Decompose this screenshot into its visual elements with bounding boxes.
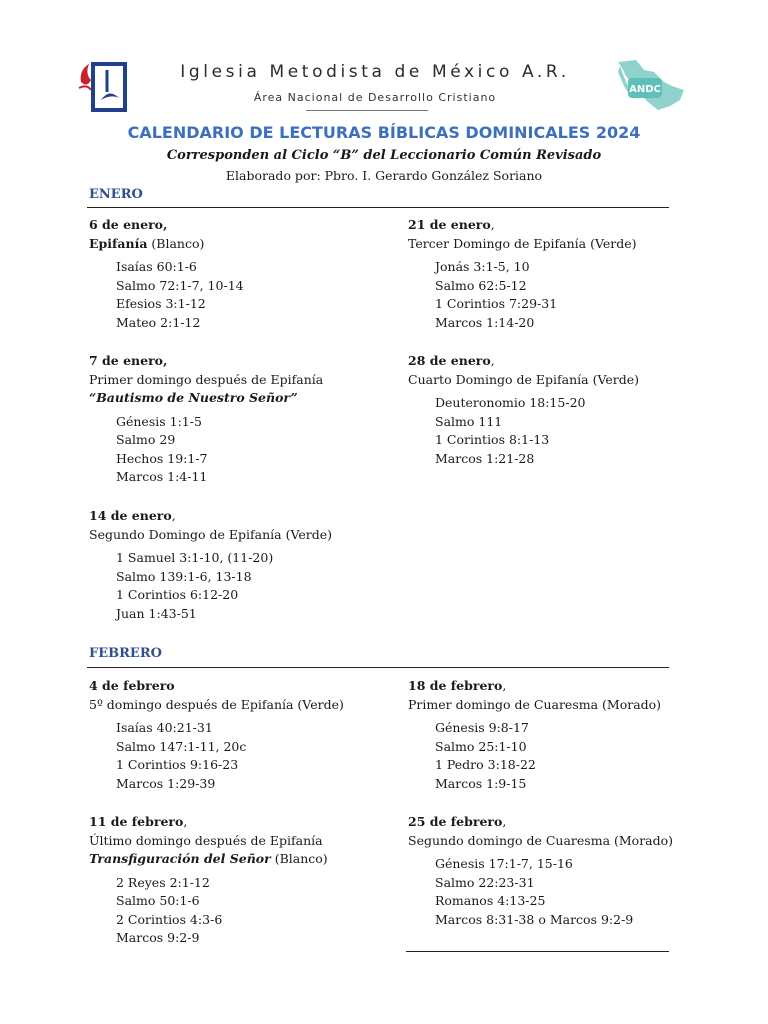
entry-date: 6 de enero, bbox=[89, 217, 168, 232]
sunday-entry-feb-4 bbox=[89, 677, 369, 793]
readings-list bbox=[89, 258, 369, 332]
reading-item: Isaías 40:21-31 bbox=[116, 720, 213, 735]
reading-item: Hechos 19:1-7 bbox=[116, 450, 208, 466]
entry-description: 5º domingo después de Epifanía (Verde) bbox=[89, 696, 344, 712]
readings-list bbox=[89, 874, 369, 948]
reading-item: 2 Reyes 2:1-12 bbox=[116, 874, 210, 890]
readings-list bbox=[408, 719, 688, 793]
entry-description: Último domingo después de Epifanía bbox=[89, 832, 323, 848]
reading-item: Génesis 9:8-17 bbox=[435, 720, 529, 735]
methodist-church-logo-icon bbox=[77, 58, 129, 114]
entry-date: 11 de febrero, bbox=[89, 814, 188, 829]
organization-department: Área Nacional de Desarrollo Cristiano bbox=[253, 91, 497, 104]
reading-item: Salmo 139:1-6, 13-18 bbox=[116, 568, 252, 584]
entry-description: Primer domingo después de Epifanía bbox=[89, 371, 324, 387]
entry-description: Tercer Domingo de Epifanía (Verde) bbox=[408, 235, 637, 251]
reading-item: Salmo 62:5-12 bbox=[435, 277, 527, 293]
reading-item: Romanos 4:13-25 bbox=[435, 893, 546, 908]
reading-item: 1 Corintios 8:1-13 bbox=[435, 432, 550, 447]
entry-date: 18 de febrero, bbox=[408, 678, 507, 693]
reading-item: 1 Corintios 9:16-23 bbox=[116, 757, 239, 772]
entry-description: Primer domingo de Cuaresma (Morado) bbox=[408, 696, 662, 712]
month-heading-february: FEBRERO bbox=[89, 646, 162, 661]
reading-item: Génesis 1:1-5 bbox=[116, 413, 202, 429]
reading-item: Marcos 1:4-11 bbox=[116, 469, 208, 484]
header-divider bbox=[306, 110, 428, 111]
lectionary-cycle: Corresponden al Ciclo “B” del Leccionario Común Revisado bbox=[166, 148, 602, 163]
month-divider bbox=[87, 207, 669, 208]
reading-item: 1 Samuel 3:1-10, (11-20) bbox=[116, 550, 274, 565]
sunday-entry-feb-11 bbox=[89, 813, 369, 948]
reading-item: 1 Corintios 6:12-20 bbox=[116, 587, 239, 602]
entry-description: Segundo Domingo de Epifanía (Verde) bbox=[89, 526, 332, 542]
sunday-entry-jan-14 bbox=[89, 507, 369, 623]
reading-item: Salmo 72:1-7, 10-14 bbox=[116, 277, 244, 293]
entry-description: Epifanía (Blanco) bbox=[89, 235, 205, 251]
reading-item: Salmo 147:1-11, 20c bbox=[116, 738, 247, 754]
entry-date: 25 de febrero, bbox=[408, 814, 507, 829]
reading-item: Marcos 1:9-15 bbox=[435, 775, 527, 791]
reading-item: Salmo 111 bbox=[435, 413, 503, 429]
entry-date: 4 de febrero bbox=[89, 678, 175, 693]
reading-item: Marcos 8:31-38 o Marcos 9:2-9 bbox=[435, 911, 634, 927]
sunday-entry-jan-21 bbox=[408, 216, 688, 332]
readings-list bbox=[89, 413, 369, 487]
reading-item: Marcos 1:29-39 bbox=[116, 775, 216, 791]
entry-date: 21 de enero, bbox=[408, 217, 495, 232]
sunday-entry-jan-28 bbox=[408, 352, 688, 468]
month-heading-january: ENERO bbox=[89, 187, 143, 202]
reading-item: Salmo 29 bbox=[116, 432, 176, 447]
document-header bbox=[0, 0, 768, 120]
organization-name: Iglesia Metodista de México A.R. bbox=[180, 62, 570, 82]
readings-list bbox=[408, 394, 688, 468]
calendar-title: CALENDARIO DE LECTURAS BÍBLICAS DOMINICALES 2024 bbox=[127, 123, 641, 142]
reading-item: Deuteronomio 18:15-20 bbox=[435, 395, 586, 410]
reading-item: Salmo 25:1-10 bbox=[435, 738, 527, 754]
reading-item: Efesios 3:1-12 bbox=[116, 296, 206, 311]
reading-item: Marcos 1:21-28 bbox=[435, 450, 535, 466]
readings-list bbox=[89, 549, 369, 623]
sunday-entry-jan-6 bbox=[89, 216, 369, 332]
reading-item: Mateo 2:1-12 bbox=[116, 314, 201, 330]
sunday-entry-jan-7 bbox=[89, 352, 369, 487]
reading-item: Marcos 1:14-20 bbox=[435, 314, 535, 330]
readings-list bbox=[408, 855, 688, 929]
entry-date: 28 de enero, bbox=[408, 353, 495, 368]
author-line: Elaborado por: Pbro. I. Gerardo González Soriano bbox=[225, 168, 543, 183]
readings-list bbox=[89, 719, 369, 793]
reading-item: Isaías 60:1-6 bbox=[116, 259, 197, 274]
reading-item: Juan 1:43-51 bbox=[116, 605, 197, 621]
entry-feast-name: Transfiguración del Señor (Blanco) bbox=[89, 851, 328, 866]
month-divider bbox=[87, 667, 669, 668]
andc-map-logo-icon bbox=[614, 56, 688, 114]
reading-item: 1 Corintios 7:29-31 bbox=[435, 296, 558, 311]
reading-item: Génesis 17:1-7, 15-16 bbox=[435, 856, 573, 871]
reading-item: 1 Pedro 3:18-22 bbox=[435, 757, 536, 772]
entry-feast-name: “Bautismo de Nuestro Señor” bbox=[89, 390, 298, 405]
page-end-divider bbox=[406, 951, 669, 952]
reading-item: Jonás 3:1-5, 10 bbox=[435, 259, 530, 274]
entry-date: 7 de enero, bbox=[89, 353, 168, 368]
reading-item: Salmo 22:23-31 bbox=[435, 874, 535, 890]
reading-item: 2 Corintios 4:3-6 bbox=[116, 911, 223, 927]
entry-description: Cuarto Domingo de Epifanía (Verde) bbox=[408, 371, 639, 387]
reading-item: Salmo 50:1-6 bbox=[116, 893, 200, 908]
sunday-entry-feb-18 bbox=[408, 677, 688, 793]
readings-list bbox=[408, 258, 688, 332]
reading-item: Marcos 9:2-9 bbox=[116, 930, 200, 945]
sunday-entry-feb-25 bbox=[408, 813, 688, 929]
entry-date: 14 de enero, bbox=[89, 508, 176, 523]
andc-logo-text: ANDC bbox=[629, 84, 661, 95]
entry-description: Segundo domingo de Cuaresma (Morado) bbox=[408, 832, 674, 848]
